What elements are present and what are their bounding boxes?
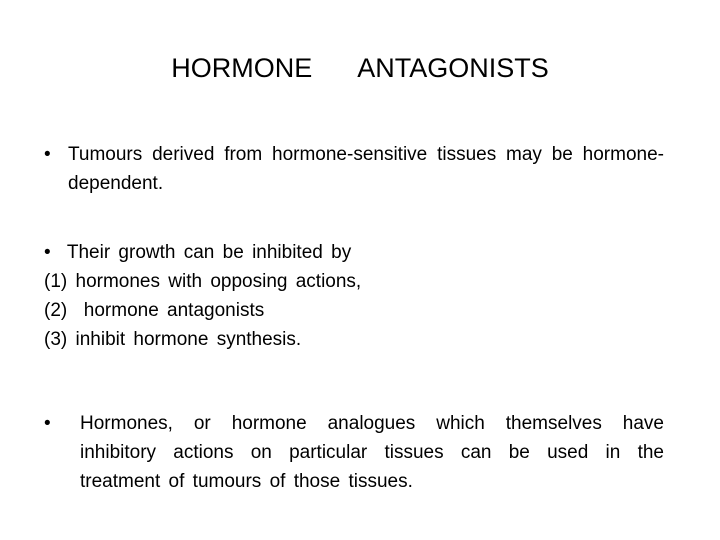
bullet-point-analogues <box>44 409 674 496</box>
growth-inhibition-list <box>44 238 474 354</box>
growth-intro-line: • Their growth can be inhibited by <box>44 242 352 263</box>
list-item-2: (2) hormone antagonists <box>44 300 265 321</box>
list-item-1: (1) hormones with opposing actions, <box>44 271 362 292</box>
bullet-icon: • <box>44 413 51 434</box>
bullet-point-tumours <box>44 140 674 198</box>
slide-title: HORMONE ANTAGONISTS <box>171 53 549 83</box>
bullet-text-tumours: Tumours derived from hormone-sensitive tissues may be hormone-dependent. <box>68 144 664 194</box>
bullet-icon: • <box>44 144 51 165</box>
bullet-text-analogues: Hormones, or hormone analogues which themselves have inhibitory actions on particular tissues can be used in the treatment of tumours of those tissues. <box>80 413 664 492</box>
list-item-3: (3) inhibit hormone synthesis. <box>44 329 302 350</box>
